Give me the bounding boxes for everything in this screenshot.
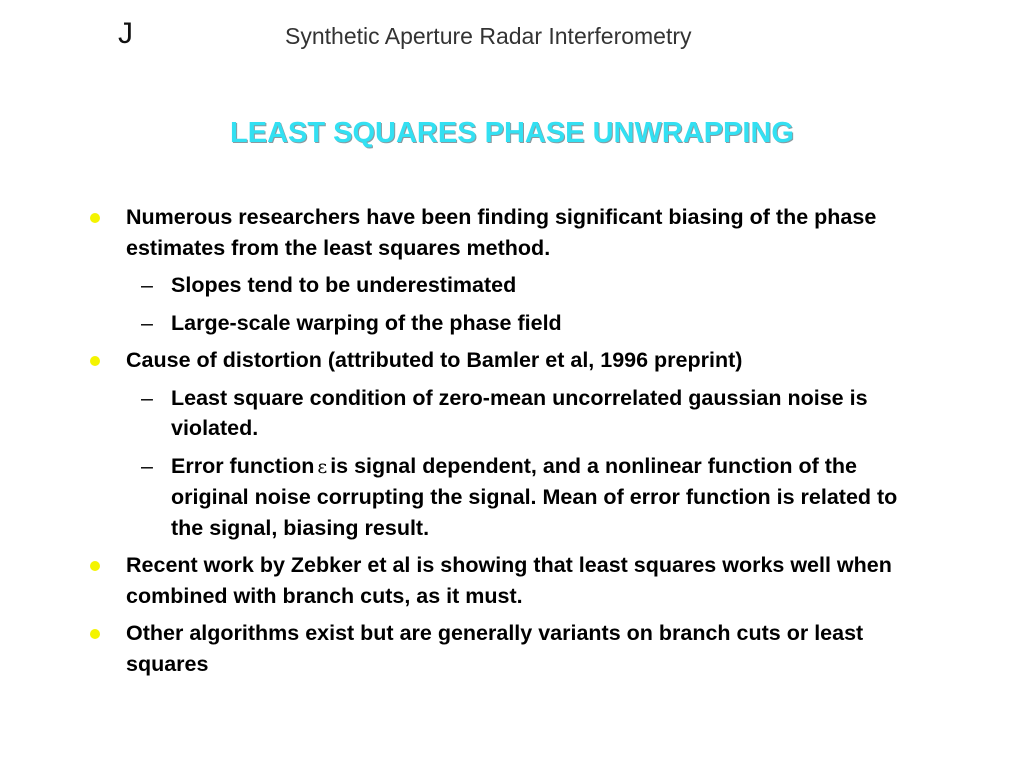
bullet-item: [84, 550, 934, 611]
header-logo: J: [118, 17, 133, 50]
sub-bullet-item: [84, 270, 934, 301]
sub-bullet-text-before: Error function: [171, 453, 315, 478]
sub-bullet-dash: –: [141, 453, 153, 478]
epsilon-symbol: ε: [317, 455, 328, 478]
bullet-dot: [90, 356, 100, 366]
header-title: Synthetic Aperture Radar Interferometry: [285, 23, 692, 49]
sub-bullet-text: Large-scale warping of the phase field: [171, 310, 562, 335]
sub-bullet-item: [84, 308, 934, 339]
slide-title: LEAST SQUARES PHASE UNWRAPPING: [230, 117, 794, 149]
bullet-item: [84, 618, 934, 679]
bullet-list: [84, 202, 934, 686]
sub-bullet-item: [84, 451, 934, 544]
bullet-dot: [90, 213, 100, 223]
sub-bullet-text-after: is signal dependent, and a nonlinear function of the original noise corrupting the signal. Mean of error function is related to the signal, biasing result.: [171, 453, 898, 540]
sub-bullet-text: Least square condition of zero-mean uncorrelated gaussian noise is violated.: [171, 385, 868, 440]
bullet-item: [84, 202, 934, 263]
bullet-text: Cause of distortion (attributed to Bamler et al, 1996 preprint): [126, 348, 743, 372]
bullet-dot: [90, 629, 100, 639]
sub-bullet-text: Slopes tend to be underestimated: [171, 273, 517, 297]
sub-bullet-dash: –: [141, 385, 153, 410]
bullet-text: Recent work by Zebker et al is showing that least squares works well when combined with branch cuts, as it must.: [126, 553, 892, 608]
bullet-text: Other algorithms exist but are generally variants on branch cuts or least squares: [126, 621, 864, 676]
sub-bullet-dash: –: [141, 310, 153, 335]
sub-bullet-dash: –: [141, 273, 153, 297]
sub-bullet-item: [84, 383, 934, 444]
bullet-dot: [90, 561, 100, 571]
bullet-text: Numerous researchers have been finding significant biasing of the phase estimates from the least squares method.: [126, 205, 877, 260]
bullet-item: [84, 345, 934, 376]
